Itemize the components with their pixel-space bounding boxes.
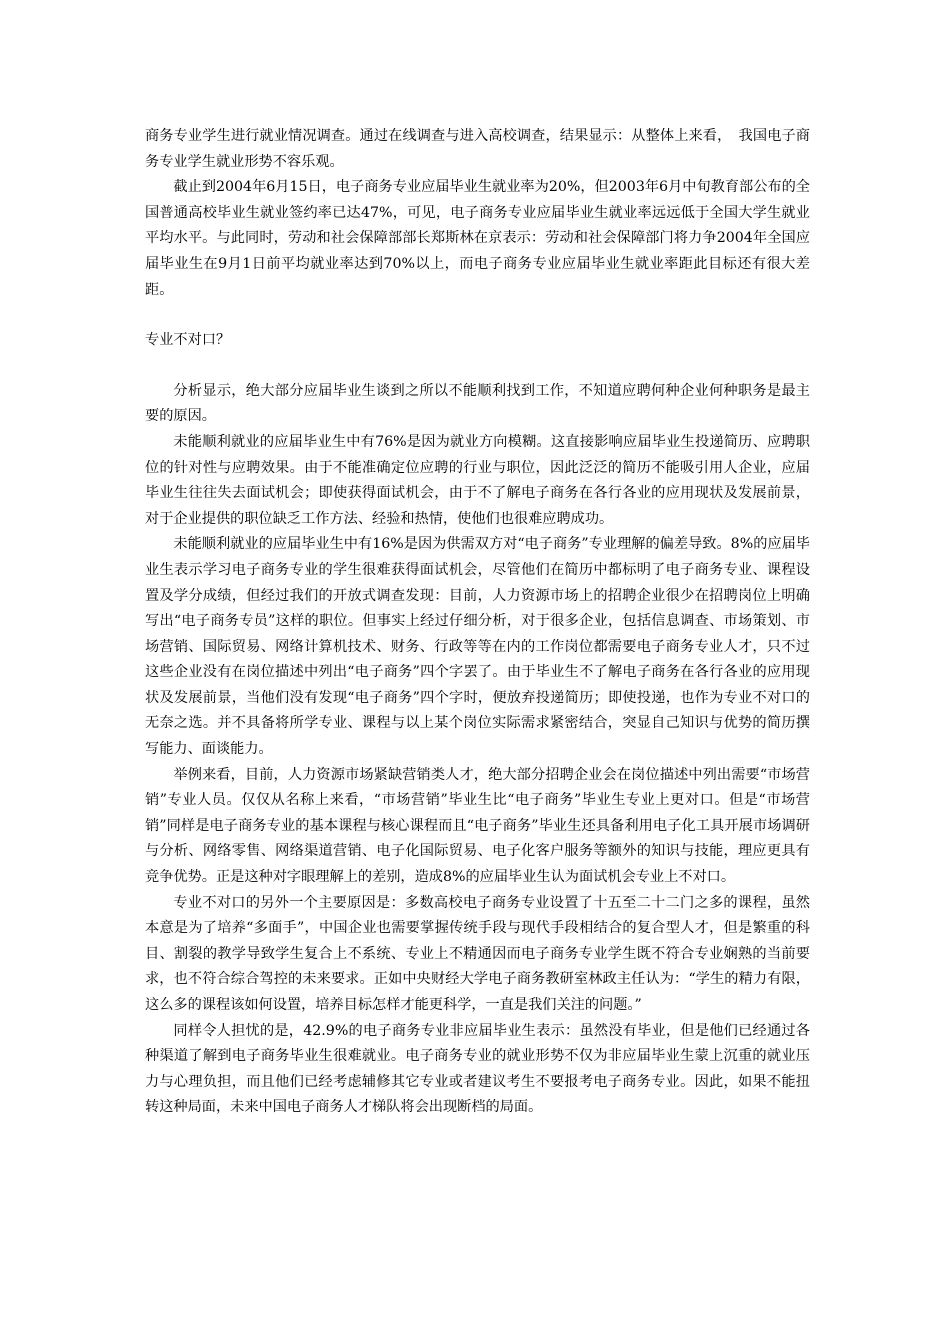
paragraph-16-percent: 未能顺利就业的应届毕业生中有16%是因为供需双方对“电子商务”专业理解的偏差导致。8%的应届毕业生表示学习电子商务专业的学生很难获得面试机会，尽管他们在简历中都标明了电子商务专业、课程设置及学分成绩，但经过我们的开放式调查发现：目前，人力资源市场上的招聘企业很少在招聘岗位上明确写出“电子商务专员”这样的职位。但事实上经过仔细分析，对于很多企业，包括信息调查、市场策划、市场营销、国际贸易、网络计算机技术、财务、行政等等在内的工作岗位都需要电子商务专业人才，只不过这些企业没有在岗位描述中列出“电子商务”四个字罢了。由于毕业生不了解电子商务在各行各业的应用现状及发展前景，当他们没有发现“电子商务”四个字时，便放弃投递简历；即使投递，也作为专业不对口的无奈之选。并不具备将所学专业、课程与以上某个岗位实际需求紧密结合，突显自己知识与优势的简历撰写能力、面谈能力。 [145,536,810,758]
paragraph-example: 举例来看，目前，人力资源市场紧缺营销类人才，绝大部分招聘企业会在岗位描述中列出需要“市场营销”专业人员。仅仅从名称上来看，“市场营销”毕业生比“电子商务”毕业生专业上更对口。但是“市场营销”同样是电子商务专业的基本课程与核心课程而且“电子商务”毕业生还具备利用电子化工具开展市场调研与分析、网络零售、网络渠道营销、电子化国际贸易、电子化客户服务等额外的知识与技能，理应更具有竞争优势。正是这种对字眼理解上的差别，造成8%的应届毕业生认为面试机会专业上不对口。 [145,766,810,886]
section-heading: 专业不对口？ [145,332,231,349]
document-body [145,124,810,1121]
paragraph-employment-rate: 截止到2004年6月15日，电子商务专业应届毕业生就业率为20%，但2003年6月中旬教育部公布的全国普通高校毕业生就业签约率已达47%，可见，电子商务专业应届毕业生就业率远远低于全国大学生就业平均水平。与此同时，劳动和社会保障部部长郑斯林在京表示：劳动和社会保障部门将力争2004年全国应届毕业生在9月1日前平均就业率达到70%以上，而电子商务专业应届毕业生就业率距此目标还有很大差距。 [145,179,810,298]
paragraph-analysis: 分析显示，绝大部分应届毕业生谈到之所以不能顺利找到工作，不知道应聘何种企业何种职务是最主要的原因。 [145,382,810,425]
paragraph-curriculum: 专业不对口的另外一个主要原因是：多数高校电子商务专业设置了十五至二十二门之多的课程，虽然本意是为了培养“多面手”，中国企业也需要掌握传统手段与现代手段相结合的复合型人才，但是繁重的科目、割裂的教学导致学生复合上不系统、专业上不精通因而电子商务专业学生既不符合专业娴熟的当前要求，也不符合综合驾控的未来要求。正如中央财经大学电子商务教研室林政主任认为：“学生的精力有限，这么多的课程该如何设置，培养目标怎样才能更科学，一直是我们关注的问题。” [145,894,810,1013]
paragraph-intro: 商务专业学生进行就业情况调查。通过在线调查与进入高校调查，结果显示：从整体上来看， 我国电子商务专业学生就业形势不容乐观。 [145,128,810,170]
paragraph-concern: 同样令人担忧的是，42.9%的电子商务专业非应届毕业生表示：虽然没有毕业，但是他们已经通过各种渠道了解到电子商务毕业生很难就业。电子商务专业的就业形势不仅为非应届毕业生蒙上沉重的就业压力与心理负担，而且他们已经考虑辅修其它专业或者建议考生不要报考电子商务专业。因此，如果不能扭转这种局面，未来中国电子商务人才梯队将会出现断档的局面。 [145,1022,810,1116]
paragraph-76-percent: 未能顺利就业的应届毕业生中有76%是因为就业方向模糊。这直接影响应届毕业生投递简历、应聘职位的针对性与应聘效果。由于不能准确定位应聘的行业与职位，因此泛泛的简历不能吸引用人企业，应届毕业生往往失去面试机会；即使获得面试机会，由于不了解电子商务在各行各业的应用现状及发展前景，对于企业提供的职位缺乏工作方法、经验和热情，使他们也很难应聘成功。 [145,433,810,527]
